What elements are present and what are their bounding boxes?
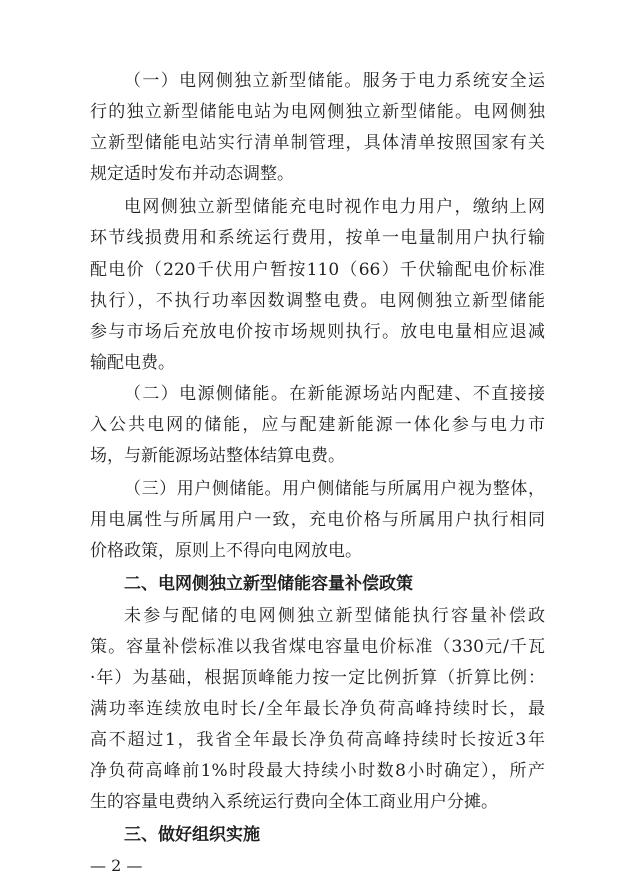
paragraph-line: 用电属性与所属用户一致，充电价格与所属用户执行相同 [90,510,545,530]
paragraph-line: 策。容量补偿标准以我省煤电容量电价标准（330元/千瓦 [90,637,545,657]
paragraph-line: 配电价（220千伏用户暂按110（66）千伏输配电价标准 [90,260,545,280]
paragraph-line: 电网侧独立新型储能充电时视作电力用户，缴纳上网 [124,197,545,217]
paragraph-line: 入公共电网的储能，应与配建新能源一体化参与电力市 [90,415,545,435]
page-number: — 2 — [90,856,143,875]
paragraph-line: （三）用户侧储能。用户侧储能与所属用户视为整体， [124,479,545,499]
paragraph-line: 环节线损费用和系统运行费用，按单一电量制用户执行输 [90,228,545,248]
paragraph-line: ·年）为基础，根据顶峰能力按一定比例折算（折算比例： [90,668,545,688]
paragraph-line: 满功率连续放电时长/全年最长净负荷高峰持续时长，最 [90,699,545,719]
paragraph-line: 规定适时发布并动态调整。 [90,164,294,184]
section-heading: 三、做好组织实施 [124,825,260,845]
section-heading: 二、电网侧独立新型储能容量补偿政策 [124,574,413,594]
paragraph-line: 净负荷高峰前1%时段最大持续小时数8小时确定），所产 [90,761,545,781]
paragraph-line: 未参与配储的电网侧独立新型储能执行容量补偿政 [124,606,545,626]
paragraph-line: 场，与新能源场站整体结算电费。 [90,446,345,466]
paragraph-line: 价格政策，原则上不得向电网放电。 [90,541,362,561]
paragraph-line: 参与市场后充放电价按市场规则执行。放电电量相应退减 [90,322,545,342]
paragraph-line: 行的独立新型储能电站为电网侧独立新型储能。电网侧独 [90,102,545,122]
paragraph-line: 立新型储能电站实行清单制管理，具体清单按照国家有关 [90,133,545,153]
paragraph-line: （一）电网侧独立新型储能。服务于电力系统安全运 [124,71,545,91]
paragraph-line: （二）电源侧储能。在新能源场站内配建、不直接接 [124,384,545,404]
paragraph-line: 生的容量电费纳入系统运行费向全体工商业用户分摊。 [90,792,498,812]
paragraph-line: 输配电费。 [90,353,175,373]
paragraph-line: 高不超过1，我省全年最长净负荷高峰持续时长按近3年 [90,730,545,750]
paragraph-line: 执行），不执行功率因数调整电费。电网侧独立新型储能 [90,291,545,311]
